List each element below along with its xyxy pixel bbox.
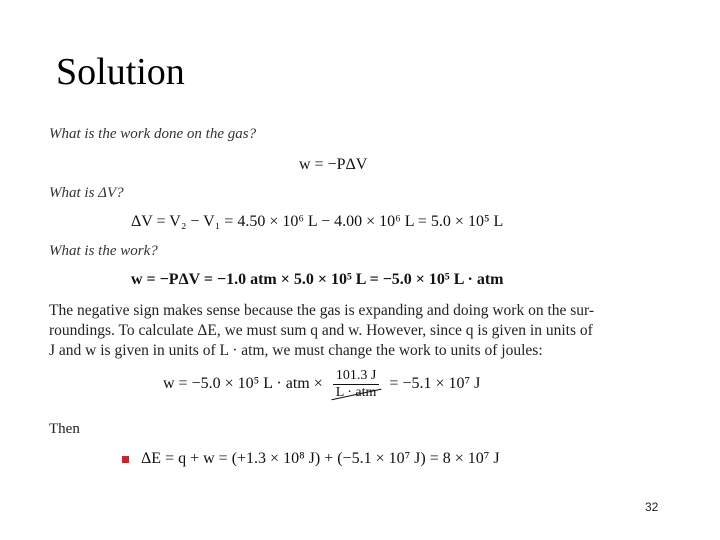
delta-e-text: ΔE = q + w = (+1.3 × 10⁸ J) + (−5.1 × 10⁷ J) = 8 × 10⁷ J [141, 450, 500, 467]
equation-delta-e [122, 450, 500, 468]
then-label: Then [49, 421, 80, 437]
paragraph-line: roundings. To calculate ΔE, we must sum q and w. However, since q is given in units of [49, 322, 593, 339]
question-work-done: What is the work done on the gas? [49, 126, 257, 142]
equation-work-definition: w = −PΔV [299, 156, 368, 173]
conversion-right: = −5.1 × 10⁷ J [389, 375, 481, 393]
question-work: What is the work? [49, 243, 158, 259]
paragraph-line: J and w is given in units of L · atm, we must change the work to units of joules: [49, 342, 543, 359]
fraction-denominator: L · atm [333, 385, 380, 401]
paragraph-line: The negative sign makes sense because the gas is expanding and doing work on the sur- [49, 302, 595, 319]
conversion-left: w = −5.0 × 10⁵ L · atm × [163, 375, 323, 393]
equation-work-value: w = −PΔV = −1.0 atm × 5.0 × 10⁵ L = −5.0 × 10⁵ L · atm [131, 271, 504, 288]
page-number: 32 [645, 500, 659, 514]
bullet-marker [122, 456, 129, 463]
fraction-numerator: 101.3 J [333, 368, 380, 385]
equation-conversion [163, 368, 480, 401]
equation-delta-v: ΔV = V₂ − V₁ = 4.50 × 10⁶ L − 4.00 × 10⁶ L = 5.0 × 10⁵ L [131, 213, 504, 230]
question-delta-v: What is ΔV? [49, 185, 124, 201]
explanation-paragraph [49, 301, 639, 361]
slide-title: Solution [56, 51, 185, 93]
conversion-fraction [333, 368, 380, 401]
